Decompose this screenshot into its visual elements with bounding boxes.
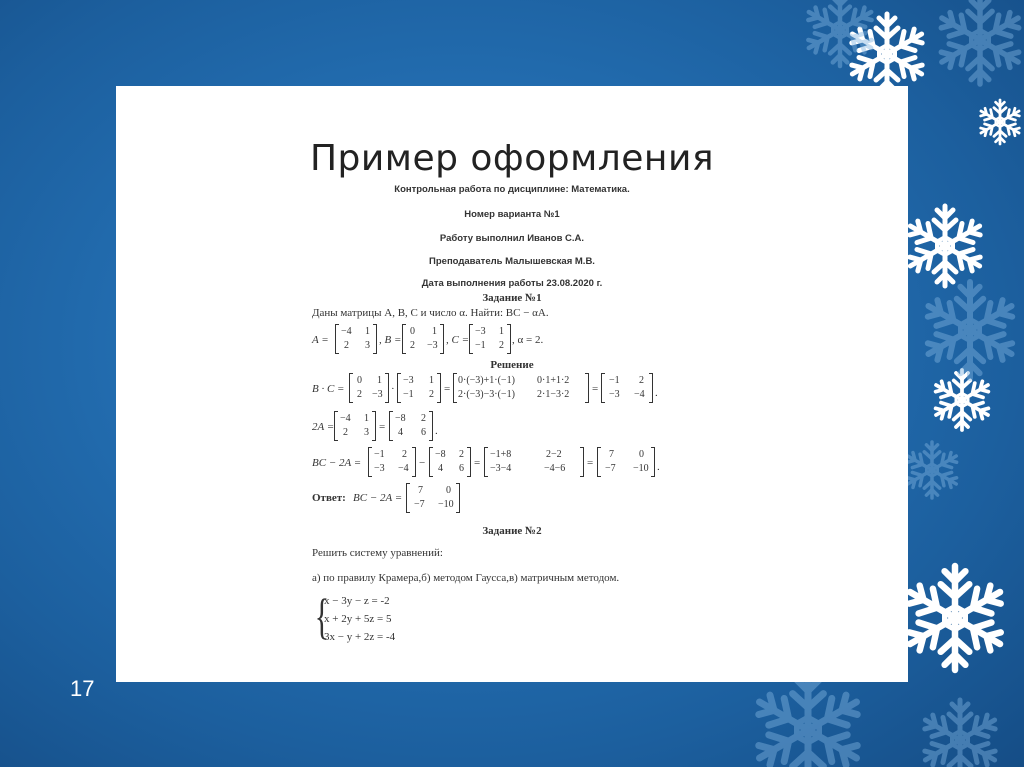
equation: x + 2y + 5z = 5	[324, 613, 392, 625]
matrix-c: −3 1 −1 2	[397, 373, 441, 403]
task2-heading: Задание №2	[482, 525, 542, 537]
label-bc: B · C =	[312, 383, 345, 395]
header-line: Контрольная работа по дисциплине: Математика.	[394, 184, 630, 195]
matrix-result: −8 2 4 6	[389, 411, 433, 441]
snowflake-icon	[978, 100, 1022, 144]
answer-expr: BC − 2A =	[353, 492, 403, 504]
task2-statement: Решить систему уравнений:	[312, 547, 443, 559]
matrix-result: −1 2 −3 −4	[601, 373, 653, 403]
label-b: , B =	[379, 334, 402, 346]
task1-heading: Задание №1	[482, 292, 542, 304]
answer-label: Ответ:	[312, 492, 346, 504]
answer-matrix: 7 0 −7 −10	[406, 483, 460, 513]
snowflake-icon	[905, 206, 985, 286]
matrix-result: 7 0 −7 −10	[597, 447, 655, 477]
solution-heading: Решение	[490, 359, 534, 371]
snowflake-icon	[932, 370, 992, 430]
document-image: Пример оформления Контрольная работа по дисциплине: Математика. Номер варианта №1 Работу выполнил Иванов С.А. Преподаватель Малышевская М.В. Дата выполнения работы 23.08.2020 г. Задание №1 Даны матрицы A, B, C и число α. Найти: BC − αA. A = −4 1 2 3 , B = 0 1 2 −3 , C = −3 1 −1 2 , α = 2. Решение B · C = 0 1 2 −3 · −3 1 −1 2 = 0·(−3)+1·(−1) 0·1+1·2 2·(−3)−3·(−1) 2·1−3·2 = −1 2 −3 −4 . 2A = −4 1 2 3 = −8 2 4 6 . BC − 2A = −1 2 −3 −4 − −8 2 4 6 = −1+8 2−2 −3−4 −4−6 = 7 0 −7 −10 . Ответ: BC − 2A = 7 0 −7 −10 Задание №2 Решить систему уравнений: а) по правилу Крамера,б) методом Гаусса,в) матричным методом. { x − 3y − z = -2 x + 2y + 5z = 5 3x − y + 2z = -4	[116, 86, 908, 682]
equation: 3x − y + 2z = -4	[324, 631, 396, 643]
matrix-2a: −8 2 4 6	[429, 447, 471, 477]
header-line: Работу выполнил Иванов С.А.	[439, 233, 585, 244]
label-c: , C =	[446, 334, 470, 346]
matrix-b: 0 1 2 −3	[349, 373, 389, 403]
snowflake-icon	[903, 566, 1007, 670]
matrix-c: −3 1 −1 2	[469, 324, 511, 354]
system-brace: {	[314, 588, 330, 644]
matrix-bc: −1 2 −3 −4	[368, 447, 416, 477]
label-2a: 2A =	[312, 421, 335, 433]
slide-number: 17	[70, 676, 95, 701]
equation: x − 3y − z = -2	[324, 595, 390, 607]
header-line: Номер варианта №1	[464, 209, 560, 220]
matrix-b: 0 1 2 −3	[402, 324, 444, 354]
matrix-a: −4 1 2 3	[335, 324, 377, 354]
alpha-value: , α = 2.	[512, 334, 544, 346]
matrix-product: 0·(−3)+1·(−1) 0·1+1·2 2·(−3)−3·(−1) 2·1−3·2	[453, 373, 589, 403]
label-a: A =	[312, 334, 329, 346]
matrix-difference: −1+8 2−2 −3−4 −4−6	[484, 447, 584, 477]
matrix-a: −4 1 2 3	[334, 411, 376, 441]
label-diff: BC − 2A =	[312, 457, 362, 469]
task1-statement: Даны матрицы A, B, C и число α. Найти: BC − αA.	[312, 307, 549, 319]
header-line: Преподаватель Малышевская М.В.	[429, 256, 595, 267]
task2-methods: а) по правилу Крамера,б) методом Гаусса,в) матричным методом.	[312, 572, 620, 584]
page-title: Пример оформления	[309, 138, 714, 179]
header-line: Дата выполнения работы 23.08.2020 г.	[421, 278, 603, 289]
